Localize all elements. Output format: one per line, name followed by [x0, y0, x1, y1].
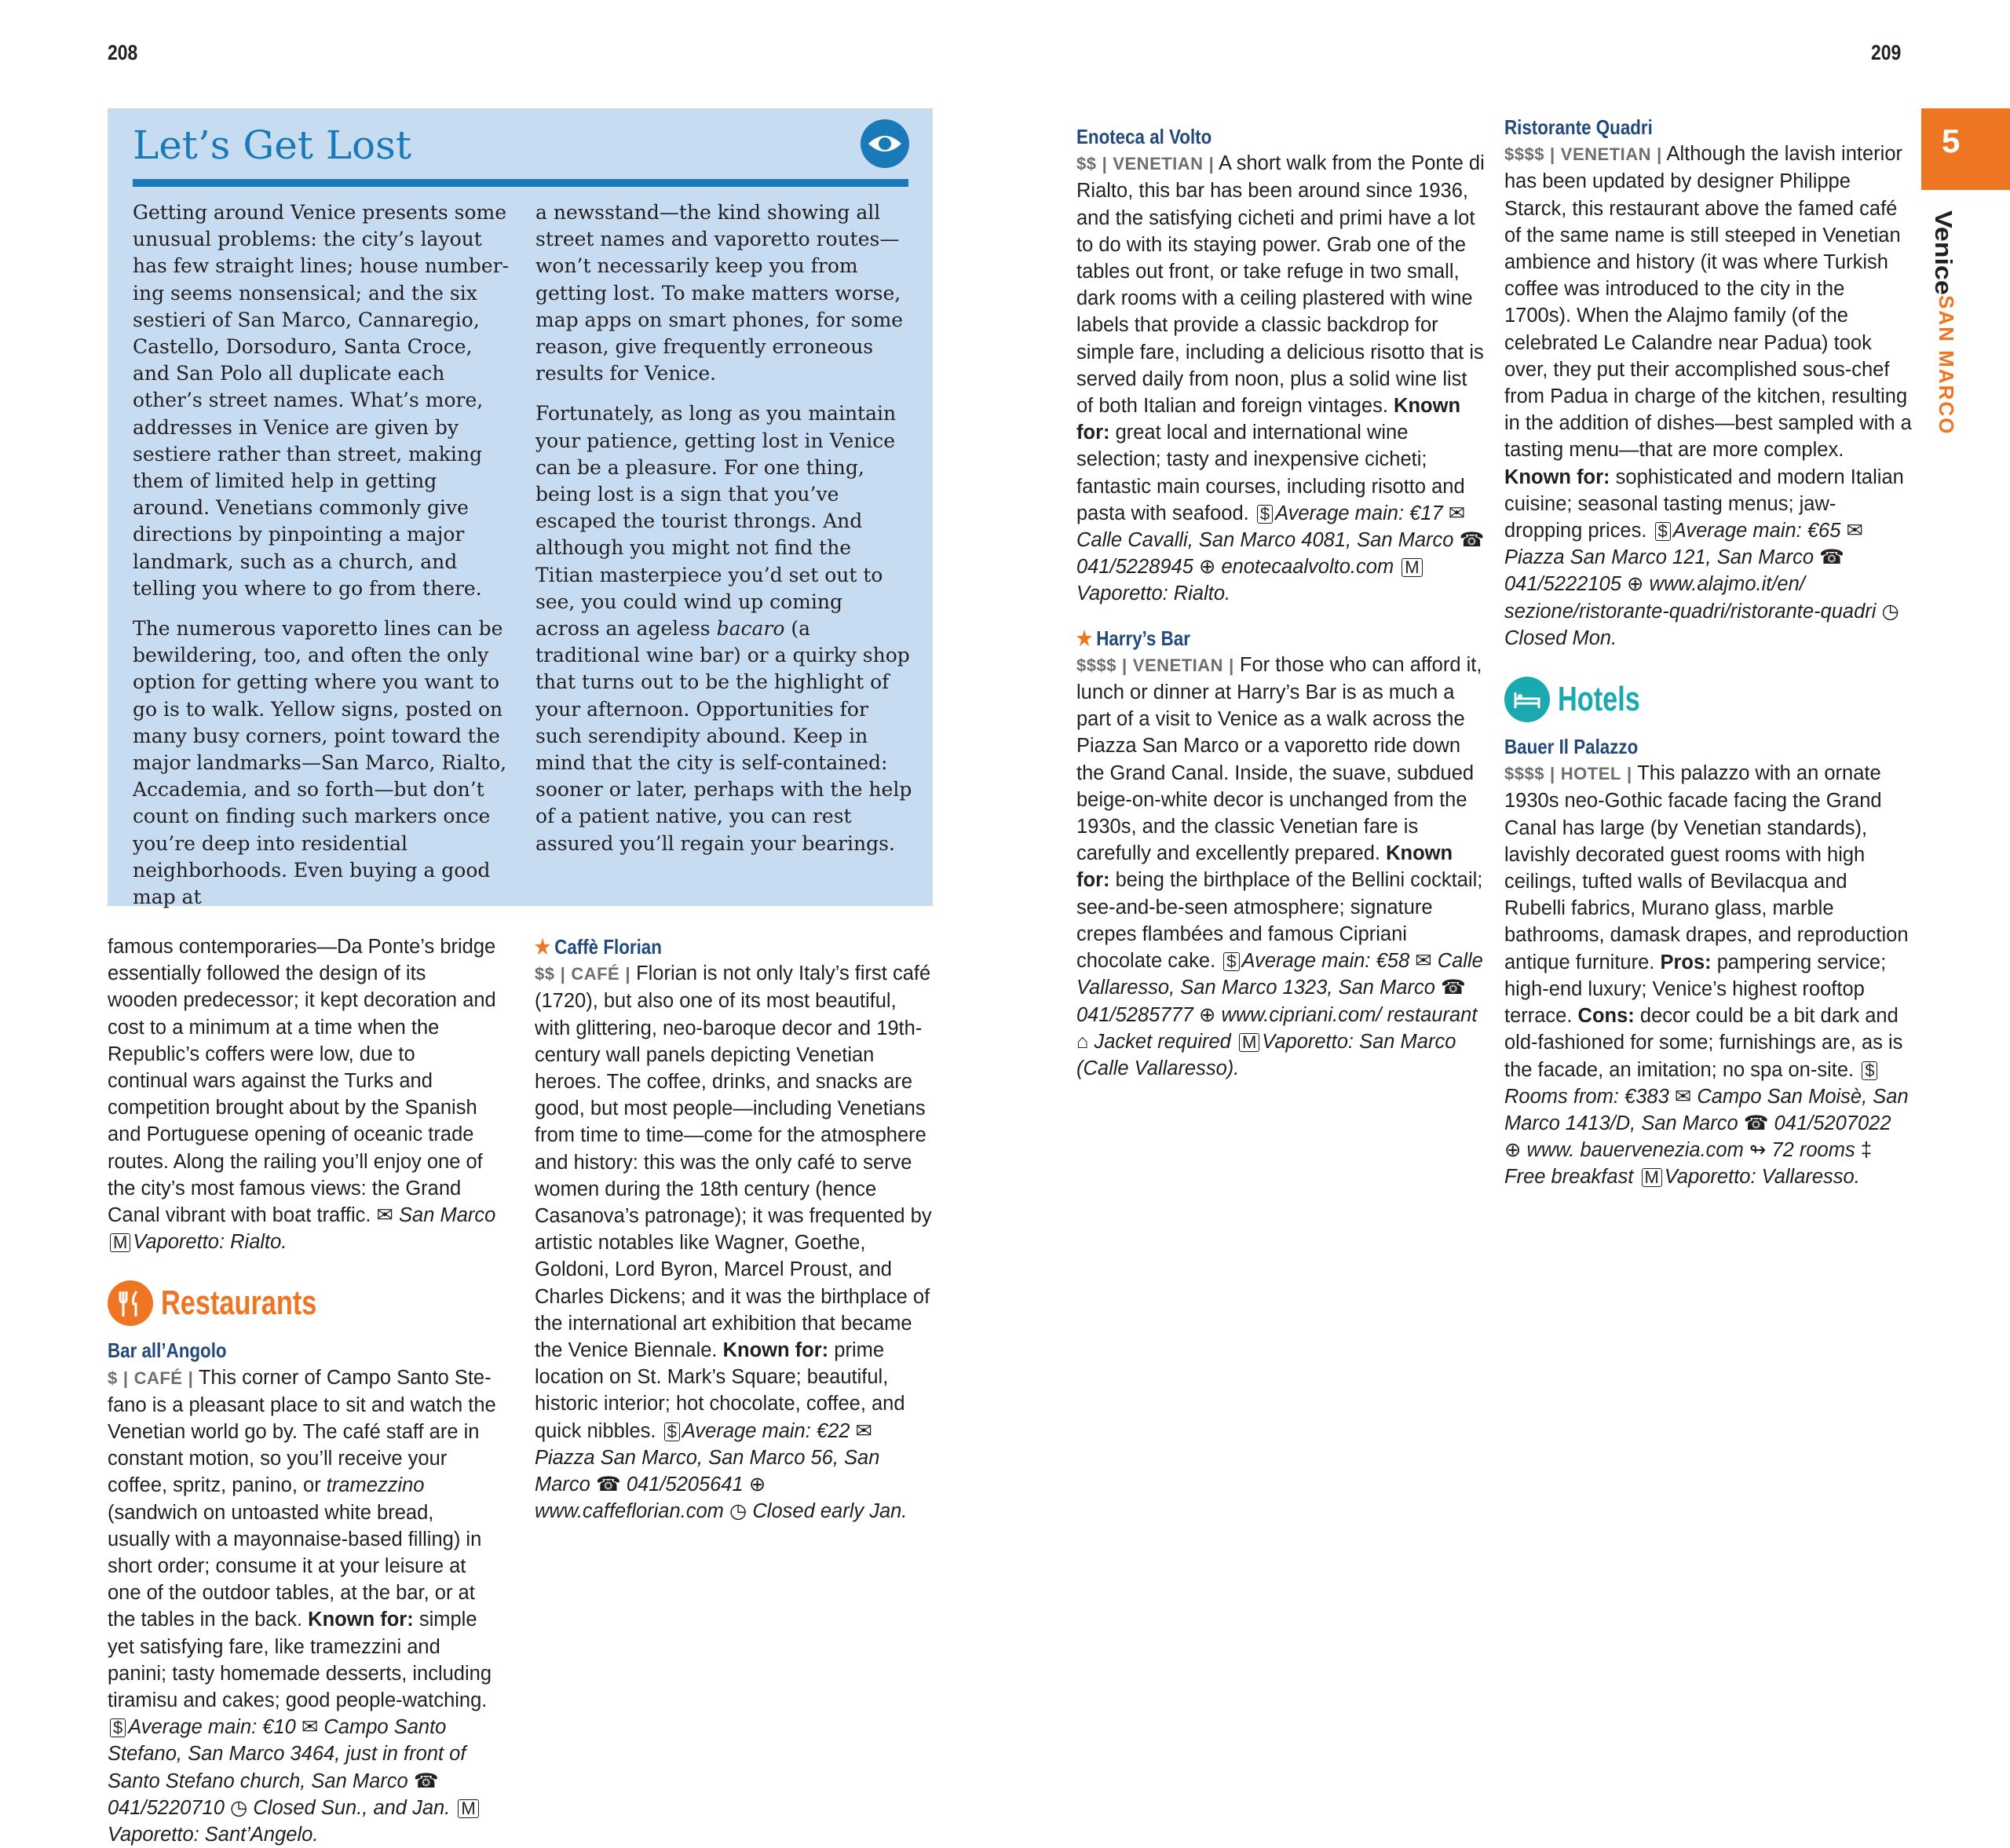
- fork-knife-icon: [108, 1280, 153, 1326]
- chapter-title: Venice: [1929, 210, 1957, 295]
- section-title: SAN MARCO: [1935, 295, 1958, 436]
- venue-enoteca-al-volto: Enoteca al Volto $$ | VENETIAN | A short walk from the Ponte di Rialto, this bar has been around since 1936, and the satisfying cicheti and primi have a lot to do with its staying power. Grab one of the tables out front, or take refuge in two small, dark rooms with a ceiling plastered with wine labels that provide a classic backdrop for simple fare, including a delicious risotto that is served daily from noon, plus a solid wine list of both Italian and foreign vintages. Known for: great local and international wine selection; tasty and inexpensive cicheti; fantastic main courses, including risotto and pasta with seafood. $ Average main: €17 ✉ Calle Cavalli, San Marco 4081, San Marco ☎ 041/5228945 ⊕ enotecaalvolto.com MVaporetto: Rialto.: [1076, 125, 1485, 605]
- address-icon: ✉: [855, 1419, 872, 1442]
- text-column-3: [1076, 114, 1485, 1082]
- web-icon: ⊕: [748, 1474, 766, 1496]
- page-number-left: 208: [108, 41, 138, 64]
- metro-icon: M: [1402, 558, 1422, 577]
- text-column-1: [108, 933, 500, 1848]
- phone-icon: ☎: [413, 1769, 439, 1792]
- metro-icon: M: [1239, 1033, 1259, 1052]
- phone-icon: ☎: [595, 1474, 621, 1496]
- venue-name: Enoteca al Volto: [1076, 125, 1212, 148]
- address-icon: ✉: [1415, 950, 1432, 973]
- eye-icon: [861, 119, 909, 168]
- restaurants-title: Restaurants: [161, 1284, 317, 1323]
- sidebar-paragraph: Getting around Venice presents some unusual problems: the city’s layout has few straight lines; house numbering seems nonsensical; and the six sestieri of San Marco, Cannaregio, Castello, Dorsoduro, Santa Croce, and San Polo all duplicate each other’s street names. What’s more, addresses in Venice are given by sestiere rather than street, making them of limited help in getting around. Venetians commonly give directions by pinpointing a major landmark, such as a church, and telling you where to go from there.: [133, 201, 510, 600]
- closed-icon: ◷: [729, 1500, 747, 1523]
- venue-name: Bar all’Angolo: [108, 1339, 227, 1363]
- venue-name: Ristorante Quadri: [1504, 115, 1653, 139]
- venue-name: ★ Harry’s Bar: [1076, 626, 1190, 650]
- venue-bauer-il-palazzo: Bauer Il Palazzo $$$$ | HOTEL | This palazzo with an ornate 1930s neo-Gothic facade facing the Grand Canal has large (by Venetian standards), lavishly decorated guest rooms with high ceilings, tufted walls of Bevilacqua and Rubelli fabrics, Murano glass, marble bathrooms, damask drapes, and reproduction antique furniture. Pros: pampering service; high-end luxury; Venice’s highest rooftop terrace. Cons: decor could be a bit dark and old-fashioned for some; furnishings are, as is the facade, an imitation; no spa on-site. $Rooms from: €383 ✉ Campo San Moisè, San Marco 1413/D, San Marco ☎ 041/5207022 ⊕ www. bauervenezia.com ↬ 72 rooms ‡ Free breakfast M Vaporetto: Vallaresso.: [1504, 735, 1909, 1189]
- address-icon: ✉: [301, 1716, 319, 1739]
- sidebar-column-1: [133, 199, 510, 924]
- page-number-right: 209: [1871, 41, 1902, 64]
- star-icon: ★: [1076, 626, 1093, 650]
- venue-ristorante-quadri: Ristorante Quadri $$$$ | VENETIAN | Although the lavish interior has been updated by designer Philippe Starck, this restaurant above the famed café of the same name is still steeped in Venetian ambience and history (it was where Turkish coffee was introduced to the city in the 1700s). When the Alajmo family (of the celebrated Le Calandre near Padua) took over, they put their accomplished sous-chef from Padua in charge of the kitchen, resulting in the addition of dishes—best sampled with a tasting menu—that are more complex. Known for: sophisticated and modern Italian cuisine; seasonal tasting menus; jaw-dropping prices. $ Average main: €65 ✉ Piazza San Marco 121, San Marco ☎ 041/5222105 ⊕ www.alajmo.it/en/ sezione/ristorante-quadri/ristorante-quadri ◷ Closed Mon.: [1504, 115, 1912, 649]
- sidebar-column-2: [535, 199, 912, 871]
- venue-caffe-florian: ★ Caffè Florian $$ | CAFÉ | Florian is not only Italy’s first café (1720), but also one of its most beautiful, with glittering, neo-baroque decor and 19th-century wall panels depicting Venetian heroes. The coffee, drinks, and snacks are good, but most people—including Venetians from time to time—come for the atmosphere and history: this was the only café to serve women during the 18th century (hence Casanova’s patronage); it was frequented by artistic notables like Wagner, Goethe, Goldoni, Lord Byron, Marcel Proust, and Charles Dickens; and it was the birthplace of the international art exhibition that became the Venice Biennale. Known for: prime location on St. Mark’s Square; beautiful, historic interior; hot chocolate, coffee, and quick nibbles. $ Average main: €22 ✉ Piazza San Marco, San Marco 56, San Marco ☎ 041/5205641 ⊕ www.caffeflorian.com ◷ Closed early Jan.: [535, 935, 932, 1523]
- hotels-heading: [1504, 677, 1913, 722]
- web-icon: ⊕: [1199, 556, 1216, 579]
- price-icon: $: [1257, 505, 1273, 524]
- venue-harrys-bar: ★ Harry’s Bar $$$$ | VENETIAN | For those who can afford it, lunch or dinner at Harry’s Bar is as much a part of a visit to Venice as a walk across the Piazza San Marco or a vaporetto ride down the Grand Canal. Inside, the suave, subdued beige-on-white decor is unchanged from the 1930s, and the classic Venetian fare is carefully and excellently prepared. Known for: being the birthplace of the Bellini cocktail; see-and-be-seen atmosphere; signature crepes flambées and famous Cipriani chocolate cake. $ Average main: €58 ✉ Calle Vallaresso, San Marco 1323, San Marco ☎ 041/5285777 ⊕ www.cipriani.com/ restaurant ⌂ Jacket required M Vaporetto: San Marco (Calle Vallaresso).: [1076, 626, 1483, 1079]
- web-icon: ⊕: [1627, 573, 1644, 596]
- price-icon: $: [664, 1423, 680, 1441]
- star-icon: ★: [535, 935, 551, 959]
- sidebar-paragraph: a newsstand—the kind showing all street names and vaporetto routes—won’t necessarily keep you from getting lost. To make matters worse, map apps on smart phones, for some reason, give frequently erroneous results for Venice.: [535, 201, 904, 385]
- chapter-number: 5: [1942, 122, 1961, 159]
- venue-name: Bauer Il Palazzo: [1504, 735, 1639, 759]
- metro-icon: M: [110, 1233, 130, 1252]
- phone-icon: ☎: [1743, 1112, 1769, 1134]
- address-icon: ✉: [1448, 502, 1466, 524]
- phone-icon: ☎: [1459, 529, 1485, 552]
- price-icon: $: [1223, 952, 1239, 971]
- chapter-tab: [1921, 108, 2010, 190]
- web-icon: ⊕: [1504, 1139, 1522, 1162]
- meal-icon: ‡: [1860, 1139, 1872, 1162]
- metro-icon: M: [1642, 1168, 1662, 1187]
- closed-icon: ◷: [1881, 600, 1899, 623]
- address-icon: ✉: [376, 1204, 393, 1227]
- text-column-2: [535, 933, 935, 1525]
- phone-icon: ☎: [1819, 546, 1844, 569]
- lets-get-lost-sidebar: [108, 108, 933, 909]
- rooms-icon: ↬: [1749, 1139, 1767, 1162]
- hotels-title: Hotels: [1558, 679, 1640, 718]
- price-icon: $: [1655, 522, 1671, 541]
- address-icon: ✉: [1674, 1085, 1692, 1108]
- sidebar-rule: [133, 179, 908, 187]
- continuation-paragraph: famous contemporaries—Da Ponte’s bridge essentially followed the design of its wooden predecessor; it kept decoration and cost to a minimum at a time when the Republic’s coffers were low, due to continual wars against the Turks and competition brought about by the Spanish and Portuguese opening of oceanic trade routes. Along the railing you’ll enjoy one of the city’s most famous views: the Grand Canal vibrant with boat traffic. ✉ San Marco M Vaporetto: Rialto.: [108, 936, 496, 1254]
- venue-bar-all-angolo: Bar all’Angolo $ | CAFÉ | This corner of Campo Santo Stefano is a pleasant place to sit and watch the Venetian world go by. The café staff are in constant motion, so you’ll receive your coffee, spritz, panino, or tramezzino (sandwich on untoasted white bread, usually with a mayonnaise-based filling) in short order; consume it at your leisure at one of the outdoor tables, at the bar, or at the tables in the back. Known for: simple yet satisfying fare, like tramezzini and panini; tasty homemade desserts, including tiramisu and cakes; good people-watching. $ Average main: €10 ✉ Campo Santo Stefano, San Marco 3464, just in front of Santo Stefano church, San Marco ☎ 041/5220710 ◷ Closed Sun., and Jan. MVaporetto: Sant’Angelo.: [108, 1339, 496, 1846]
- sidebar-paragraph: Fortunately, as long as you maintain your patience, getting lost in Venice can be a pleasure. For one thing, being lost is a sign that you’ve escaped the tourist throngs. And although you might not find the Titian masterpiece you’d set out to see, you could wind up coming across an ageless bacaro (a traditional wine bar) or a quirky shop that turns out to be the highlight of your afternoon. Opportunities for such serendipity abound. Keep in mind that the city is self-contained: sooner or later, perhaps with the help of a patient native, you can rest assured you’ll regain your bearings.: [535, 402, 912, 855]
- phone-icon: ☎: [1440, 977, 1466, 999]
- closed-icon: ◷: [230, 1796, 248, 1819]
- bed-icon: [1504, 677, 1550, 722]
- restaurants-heading: [108, 1280, 500, 1326]
- address-icon: ✉: [1846, 520, 1863, 542]
- text-column-4: [1504, 114, 1913, 1191]
- sidebar-paragraph: The numerous vaporetto lines can be bewildering, too, and often the only option for getting where you want to go is to walk. Yellow signs, posted on many busy corners, point toward the major landmarks—San Marco, Rialto, Accademia, and so forth—but don’t count on finding such markers once you’re deep into residential neighborhoods. Even buying a good map at: [133, 617, 507, 909]
- sidebar-title: Let’s Get Lost: [133, 122, 411, 168]
- metro-icon: M: [458, 1799, 478, 1818]
- web-icon: ⊕: [1199, 1003, 1216, 1026]
- price-icon: $: [110, 1718, 126, 1737]
- price-icon: $: [1862, 1061, 1877, 1080]
- venue-name: ★ Caffè Florian: [535, 935, 662, 959]
- dress-icon: ⌂: [1076, 1030, 1089, 1053]
